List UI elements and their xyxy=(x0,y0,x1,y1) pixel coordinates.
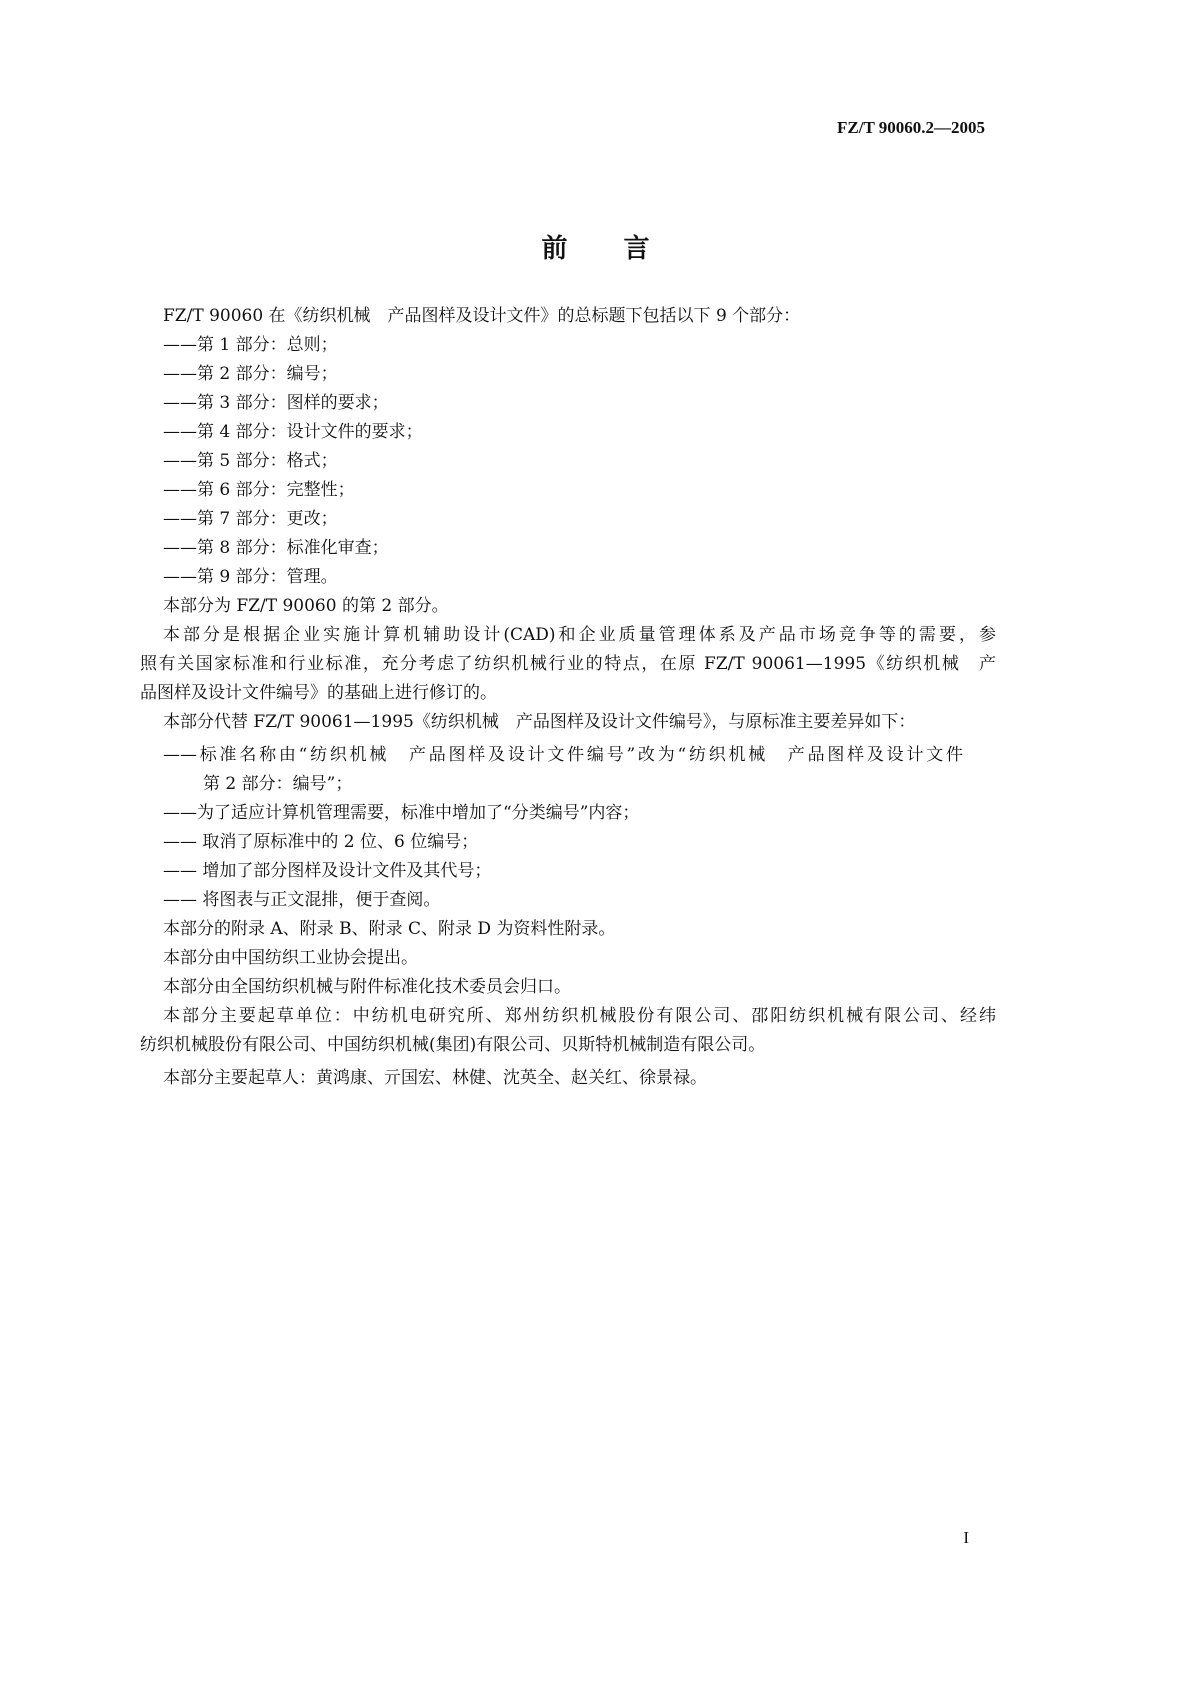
list-item: ——标准名称由“纺织机械 产品图样及设计文件编号”改为“纺织机械 产品图样及设计文件 xyxy=(163,745,963,765)
document-body xyxy=(140,302,996,1093)
list-item: ——第 4 部分：设计文件的要求； xyxy=(163,422,423,442)
text-line: 第 2 部分：编号”； xyxy=(203,774,353,794)
text-line: FZ/T 90060 在《纺织机械 产品图样及设计文件》的总标题下包括以下 9 个部分： xyxy=(163,306,801,326)
text-line: 品图样及设计文件编号》的基础上进行修订的。 xyxy=(140,683,497,703)
text-line: 本部分由全国纺织机械与附件标准化技术委员会归口。 xyxy=(163,977,571,997)
text-line: 照有关国家标准和行业标准，充分考虑了纺织机械行业的特点，在原 FZ/T 90061—1995《纺织机械 产 xyxy=(140,654,996,674)
list-item: —— 取消了原标准中的 2 位、6 位编号； xyxy=(163,832,479,852)
standard-code: FZ/T 90060.2—2005 xyxy=(837,118,985,137)
list-item: —— 增加了部分图样及设计文件及其代号； xyxy=(163,861,492,881)
text-line: 本部分主要起草单位：中纺机电研究所、郑州纺织机械股份有限公司、邵阳纺织机械有限公司、经纬 xyxy=(163,1006,996,1026)
text-line: 本部分由中国纺织工业协会提出。 xyxy=(163,948,418,968)
list-item: ——第 6 部分：完整性； xyxy=(163,480,355,500)
list-item: ——第 7 部分：更改； xyxy=(163,509,338,529)
page-number: I xyxy=(963,1528,969,1547)
text-line: 本部分主要起草人：黄鸿康、亓国宏、林健、沈英全、赵关红、徐景禄。 xyxy=(163,1068,707,1088)
list-item: ——第 9 部分：管理。 xyxy=(163,567,338,587)
text-line: 本部分是根据企业实施计算机辅助设计(CAD)和企业质量管理体系及产品市场竞争等的需要，参 xyxy=(163,625,996,645)
list-item: ——第 3 部分：图样的要求； xyxy=(163,393,389,413)
list-item: ——第 8 部分：标准化审查； xyxy=(163,538,389,558)
text-line: 本部分的附录 A、附录 B、附录 C、附录 D 为资料性附录。 xyxy=(163,919,616,939)
list-item: —— 将图表与正文混排，便于查阅。 xyxy=(163,890,441,910)
text-line: 本部分代替 FZ/T 90061—1995《纺织机械 产品图样及设计文件编号》，与原标准主要差异如下： xyxy=(163,712,916,732)
list-item: ——为了适应计算机管理需要，标准中增加了“分类编号”内容； xyxy=(163,803,640,823)
list-item: ——第 5 部分：格式； xyxy=(163,451,338,471)
list-item: ——第 1 部分：总则； xyxy=(163,335,338,355)
text-line: 本部分为 FZ/T 90060 的第 2 部分。 xyxy=(163,596,449,616)
list-item: ——第 2 部分：编号； xyxy=(163,364,338,384)
text-line: 纺织机械股份有限公司、中国纺织机械(集团)有限公司、贝斯特机械制造有限公司。 xyxy=(140,1035,766,1055)
page-title: 前言 xyxy=(541,234,706,264)
